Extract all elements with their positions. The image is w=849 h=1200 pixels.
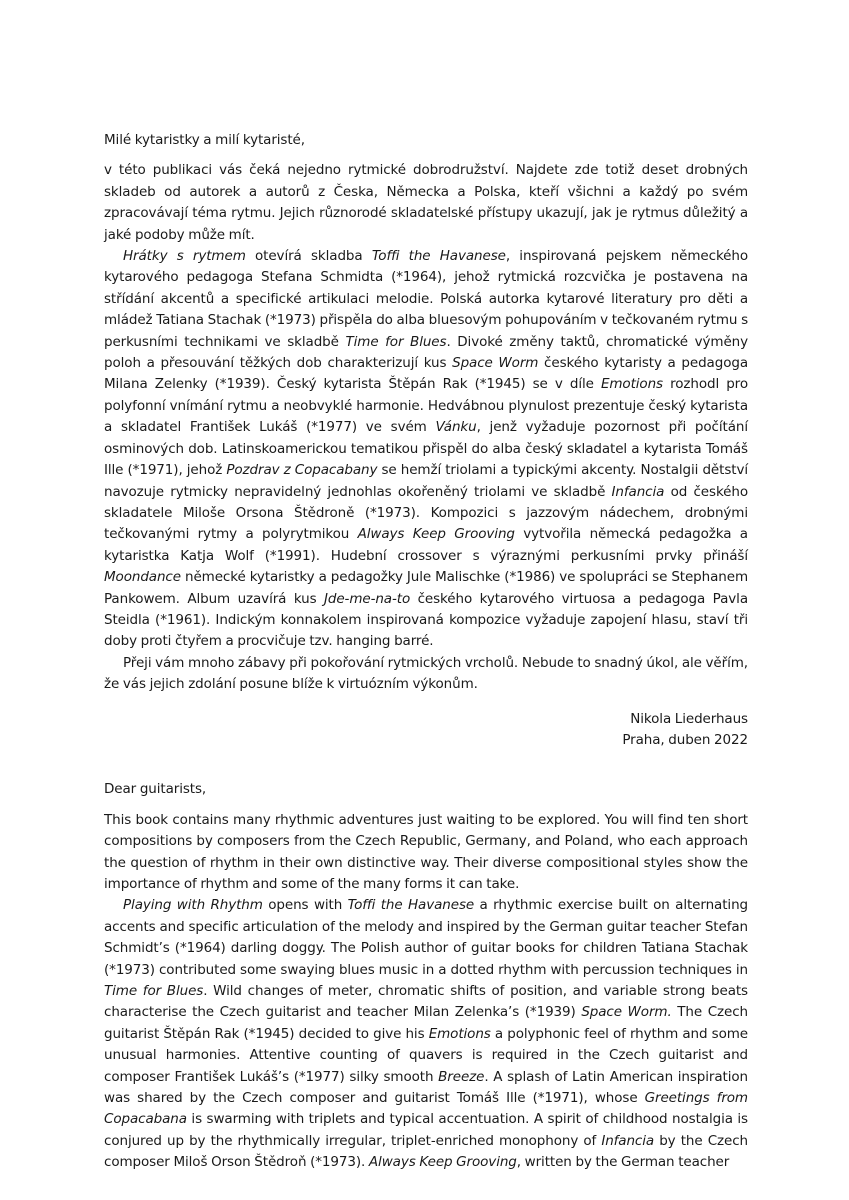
text-run: a rhythmic exercise built on alternating accents and specific articulation of the melody and inspired by the German guitar teacher Stefan Schmidt’s (*1964) darling doggy. The Polish author of guitar books for children Tatiana Stachak (*1973) contributed some swaying blues music in a dotted rhythm with percussion techniques in — [104, 897, 749, 978]
text-run: otevírá skladba — [245, 248, 372, 265]
czech-paragraph-closing: Přeji vám mnoho zábavy při pokořování rytmických vrcholů. Nebude to snadný úkol, ale věřím, že vás jejich zdolání posune blíže k virtuózním výkonům. — [104, 654, 748, 693]
italic-title-run: Time for Blues — [345, 333, 447, 350]
text-run: by the Czech composer Miloš Orson Štědroň (*1973). — [104, 1132, 748, 1171]
italic-title-run: Emotions — [428, 1025, 491, 1042]
italic-title-run: Space Worm — [452, 355, 539, 372]
signature-place-date: Praha, duben 2022 — [622, 731, 748, 748]
english-greeting: Dear guitarists, — [104, 781, 207, 798]
italic-title-run: Infancia — [601, 1132, 655, 1149]
text-run: . Divoké změny taktů, chromatické výměny poloh a přesouvání těžkých dob charakterizují kus — [104, 333, 748, 372]
text-run: rozhodl pro polyfonní vnímání rytmu a neobvyklé harmonie. Hedvábnou plynulost prezentuje český kytarista a skladatel František Lukáš (*1977) ve svém — [104, 376, 748, 436]
text-run: vytvořila německá pedagožka a kytaristka Katja Wolf (*1991). Hudební crossover s výraznými perkusními prvky přináší — [104, 526, 748, 564]
italic-title-run: Toffi the Havanese — [347, 897, 475, 914]
text-run: . A splash of Latin American inspiration was shared by the Czech composer and guitarist Tomáš Ille (*1971), whose — [104, 1068, 749, 1107]
text-run: německé kytaristky a pedagožky Jule Malischke (*1986) ve spolupráci se Stephanem Pankowem. Album uzavírá kus — [104, 569, 748, 607]
text-run: českého kytaristy a pedagoga Milana Zelenky (*1939). Český kytarista Štěpán Rak (*1945) se v díle — [104, 355, 749, 393]
italic-title-run: Vánku — [435, 419, 477, 436]
italic-title-run: Emotions — [600, 376, 663, 393]
italic-title-run: Hrátky s rytmem — [123, 248, 246, 265]
italic-title-run: Breeze — [438, 1068, 485, 1085]
signature-block — [104, 709, 748, 752]
text-run: . Wild changes of meter, chromatic shifts of position, and variable strong beats characterise the Czech guitarist and teacher Milan Zelenka’s (*1939) — [104, 983, 748, 1021]
text-run: a polyphonic feel of rhythm and some unusual harmonies. Attentive counting of quavers is required in the Czech guitarist and composer František Lukáš’s (*1977) silky smooth — [104, 1025, 748, 1085]
text-run: českého kytarového virtuosa a pedagoga Pavla Steidla (*1961). Indickým konnakolem inspirovaná kompozice vyžaduje zapojení hlasu, staví tři doby proti čtyřem a procvičuje tzv. hanging barré. — [104, 590, 748, 650]
text-run: se hemží triolami a typickými akcenty. Nostalgii dětství navozuje rytmicky nepravidelný jednohlas okořeněný triolami ve skladbě — [104, 462, 748, 500]
czech-paragraph-intro: v této publikaci vás čeká nejedno rytmické dobrodružství. Najdete zde totiž deset drobných skladeb od autorek a autorů z Česka, Německa a Polska, kteří všichni a každý po svém zpracovávají téma rytmu. Jejich různorodé skladatelské přístupy ukazují, jak je rytmus důležitý a jaké podoby může mít. — [104, 162, 748, 243]
text-run: is swarming with triplets and typical accentuation. A spirit of childhood nostalgia is conjured up by the rhythmically irregular, triplet-enriched monophony of — [104, 1111, 748, 1149]
italic-title-run: Always Keep Grooving — [357, 526, 515, 543]
italic-title-run: Always Keep Grooving — [368, 1154, 517, 1171]
text-run: , written by the German teacher — [516, 1154, 730, 1171]
text-run: , jenž vyžaduje pozornost při počítání osminových dob. Latinskoamerickou tematikou přispěl do alba český skladatel a kytarista Tomáš Ille (*1971), jehož — [104, 419, 749, 479]
italic-title-run: Time for Blues — [104, 983, 204, 1000]
italic-title-run: Toffi the Havanese — [371, 248, 506, 265]
text-run: , inspirovaná pejskem německého kytarového pedagoga Stefana Schmidta (*1964), jehož rytmická rozcvička je postavena na střídání akcentů a specifické artikulaci melodie. Polská autorka kytarové literatury pro děti a mládež Tatiana Stachak (*1973) přispěla do alba bluesovým pohupováním v tečkovaném rytmu s perkusními technikami ve skladbě — [104, 248, 749, 350]
signature-name: Nikola Liederhaus — [630, 710, 748, 727]
czech-paragraph-compositions — [104, 246, 748, 653]
italic-title-run: Jde-me-na-to — [324, 590, 411, 607]
italic-title-run: Moondance — [104, 569, 181, 586]
italic-title-run: Infancia — [611, 483, 665, 500]
italic-title-run: Space Worm. — [581, 1004, 672, 1021]
text-run: od českého skladatele Miloše Orsona Štědroně (*1973). Kompozici s jazzovým nádechem, drobnými tečkovanými rytmy a polyrytmikou — [104, 483, 748, 543]
english-paragraph-compositions — [104, 895, 748, 1173]
czech-greeting: Milé kytaristky a milí kytaristé, — [104, 132, 305, 148]
italic-title-run: Pozdrav z Copacabany — [226, 462, 378, 479]
document-page — [104, 130, 748, 1174]
text-run: The Czech guitarist Štěpán Rak (*1945) decided to give his — [104, 1004, 748, 1042]
english-paragraph-intro: This book contains many rhythmic adventures just waiting to be explored. You will find ten short compositions by composers from the Czech Republic, Germany, and Poland, who each approach the question of rhythm in their own distinctive way. Their diverse compositional styles show the importance of rhythm and some of the many forms it can take. — [104, 811, 748, 892]
italic-title-run: Playing with Rhythm — [123, 897, 263, 914]
text-run: opens with — [262, 897, 348, 914]
italic-title-run: Greetings from Copacabana — [104, 1090, 748, 1128]
